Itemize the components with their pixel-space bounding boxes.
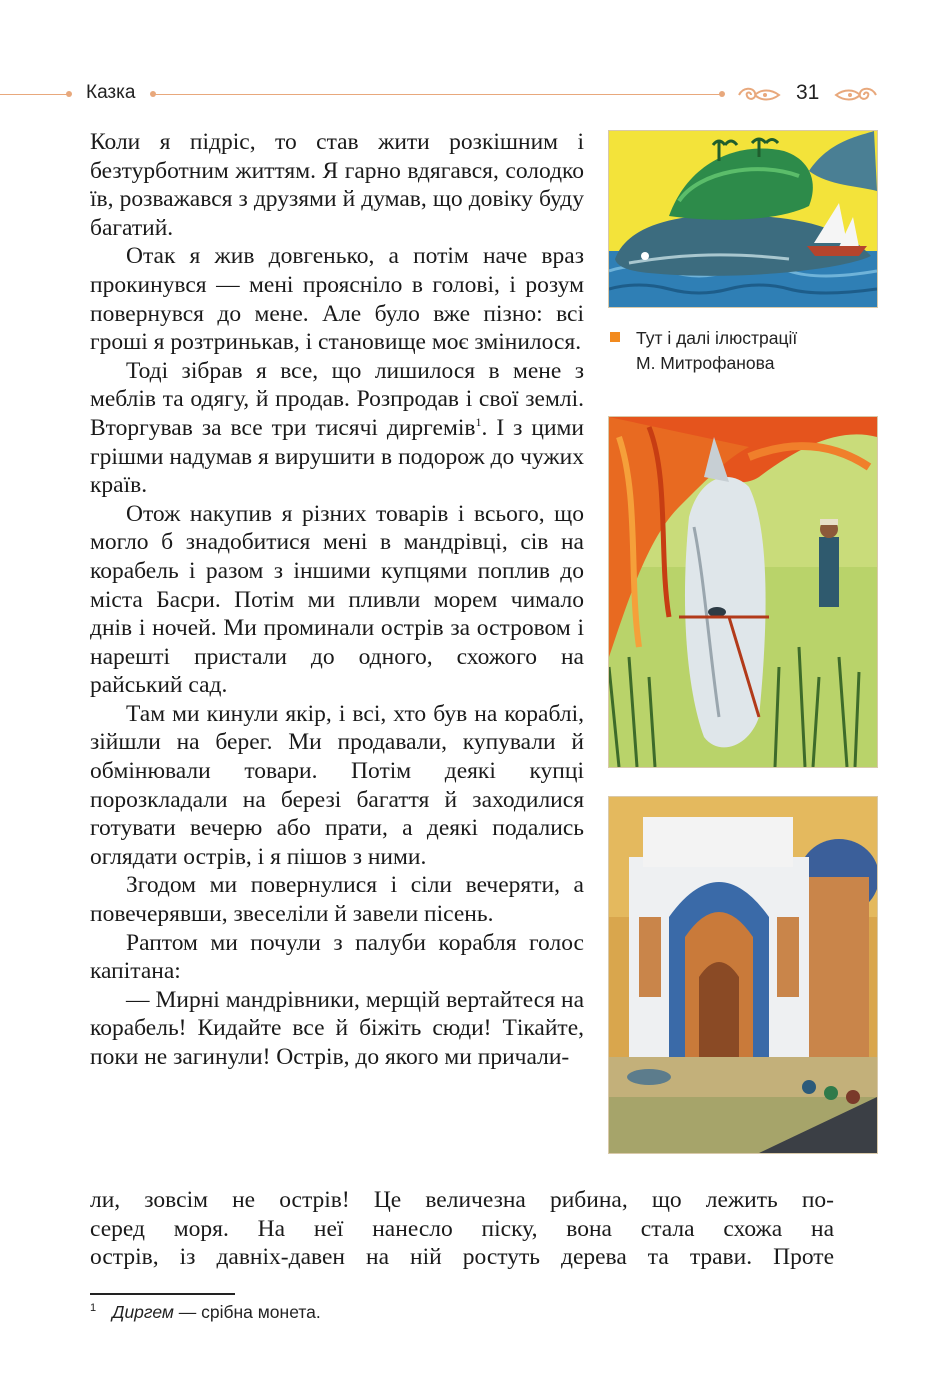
horse-illustration bbox=[608, 416, 878, 768]
left-swirl-ornament-icon bbox=[735, 83, 783, 107]
right-swirl-ornament-icon bbox=[832, 83, 880, 107]
section-title: Казка bbox=[86, 82, 136, 103]
paragraph-4: Отож накупив я різних товарів і всього, що могло б знадобитися мені в мандрівці, сів на корабель і разом з іншими купцями поплив до міста Басри. Потім ми пливли морем чимало днів і ночей. Ми проминали острів за островом і нарешті пристали до одного, схожого на райський сад. bbox=[90, 500, 584, 699]
caption-line-1: Тут і далі ілюстрації bbox=[636, 328, 798, 348]
footnote-definition: — срібна монета. bbox=[173, 1302, 321, 1322]
running-header bbox=[0, 80, 952, 110]
footnote-reference[interactable]: 1 bbox=[475, 415, 482, 430]
paragraph-8: — Мирні мандрівники, мерщій вертайтеся на корабель! Кидайте все й біжіть сюди! Тікайте, поки не загинули! Острів, до якого ми причали- bbox=[90, 986, 584, 1070]
paragraph-3-rest: . І з цими грішми надумав я вирушити в подорож до чужих країв. bbox=[90, 414, 584, 499]
footnote bbox=[90, 1302, 321, 1323]
story-text-column bbox=[90, 128, 584, 1072]
page-number: 31 bbox=[796, 81, 820, 104]
footnote-term: Диргем bbox=[112, 1302, 174, 1322]
paragraph-2: Отак я жив довгенько, а потім наче враз прокинувся — мені прояснiло в голові, і розум повернувся до мене. Але було вже пізно: всі гроші я розтринькав, і становище моє змінилося. bbox=[90, 243, 584, 356]
full-line-1: ли, зовсім не острів! Це величезна рибина, що лежить по- bbox=[90, 1187, 834, 1213]
paragraph-7: Раптом ми почули з палуби корабля голос капітана: bbox=[90, 929, 584, 985]
footnote-rule bbox=[90, 1293, 235, 1295]
header-dot-left bbox=[66, 91, 72, 97]
paragraph-6: Згодом ми повернулися і сіли вечеряти, а повечерявши, звеселіли й завели пісень. bbox=[90, 872, 584, 928]
story-text-full-width bbox=[90, 1186, 834, 1272]
full-line-2: серед моря. На неї нанесло піску, вона стала схожа на bbox=[90, 1215, 834, 1242]
header-dot-right bbox=[719, 91, 725, 97]
full-line-3: острів, із давніх-давен на ній ростуть дерева та трави. Проте bbox=[90, 1244, 834, 1271]
paragraph-3 bbox=[90, 357, 584, 500]
paragraph-5: Там ми кинули якір, і всі, хто був на кораблі, зійшли на берег. Ми продавали, купували й обмінювали товари. Потім деякі купці порозкладали на березі багаття й заходилися готувати вечерю або прати, а деякі подались оглядати острів, і я пішов з ними. bbox=[90, 700, 584, 870]
whale-island-illustration bbox=[608, 130, 878, 308]
paragraph-1: Коли я підріс, то став жити розкішним і безтурботним життям. Я гарно вдягався, солодко їв, розважався з друзями й думав, що довіку буду багатий. bbox=[90, 129, 584, 241]
header-rule-left bbox=[0, 94, 68, 95]
footnote-mark: 1 bbox=[90, 1302, 97, 1314]
palace-illustration bbox=[608, 796, 878, 1154]
caption-marker-icon bbox=[610, 332, 620, 342]
header-rule-center bbox=[154, 94, 722, 95]
caption-line-2: М. Митрофанова bbox=[636, 353, 775, 373]
paragraph-3-text: Тоді зібрав я все, що лишилося в мене з меблів та одягу, й продав. Розпродав і свої землі. Вторгував за все три тисячі диргемів bbox=[90, 357, 584, 441]
illustration-caption bbox=[610, 326, 870, 376]
